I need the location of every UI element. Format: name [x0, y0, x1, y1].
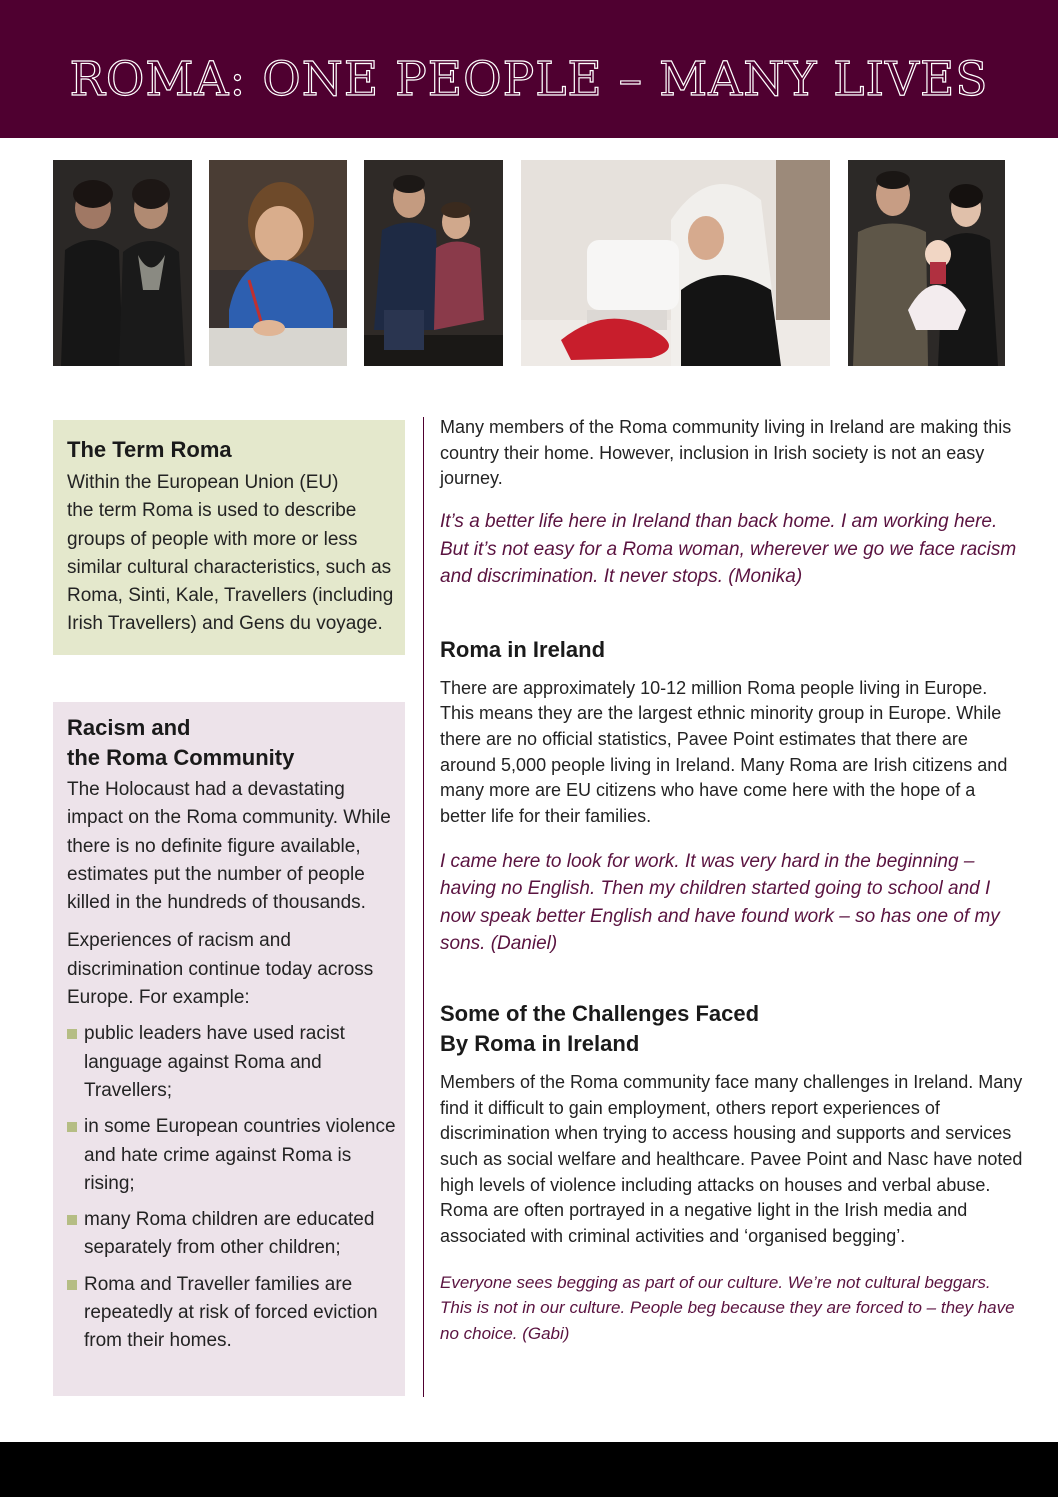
term-roma-text: Within the European Union (EU) the term Roma is used to describe groups of people with more or less similar cultural characteristics, such as Roma, Sinti, Kale, Travellers (including Irish Travellers) and Gens du voyage.	[67, 472, 394, 635]
term-roma-heading: The Term Roma	[67, 437, 232, 462]
list-item: public leaders have used racist language against Roma and Travellers;	[67, 1020, 397, 1105]
quote-gabi: Everyone sees begging as part of our culture. We’re not cultural beggars. This is not in our culture. People beg because they are forced to – they have no choice. (Gabi)	[440, 1272, 1015, 1343]
quote-monika: It’s a better life here in Ireland than back home. I am working here. But it’s not easy for a Roma woman, wherever we go we face racism and discrimination. It never stops. (Monika)	[440, 511, 1017, 588]
page-title: ROMA: ONE PEOPLE – MANY LIVES	[69, 52, 989, 107]
title-banner	[0, 0, 1058, 138]
challenges-heading: Some of the Challenges Faced By Roma in Ireland	[440, 1000, 760, 1056]
roma-in-ireland-heading: Roma in Ireland	[440, 636, 606, 662]
footer-bar	[0, 1442, 1058, 1497]
racism-paragraph-1: The Holocaust had a devastating impact on the Roma community. While there is no definite figure available, estimates put the number of people killed in the hundreds of thousands.	[67, 779, 391, 914]
column-divider	[423, 417, 424, 1397]
term-roma-box	[53, 420, 405, 655]
racism-paragraph-2: Experiences of racism and discrimination continue today across Europe. For example:	[67, 930, 374, 1009]
two-women-portrait	[53, 160, 192, 366]
list-item: many Roma children are educated separately from other children;	[67, 1206, 397, 1263]
racism-box	[53, 702, 405, 1396]
roma-in-ireland-text: There are approximately 10-12 million Roma people living in Europe. This means they are the largest ethnic minority group in Europe. While there are no official statistics, Pavee Point estimates that there are around 5,000 people living in Ireland. Many Roma are Irish citizens and many more are EU citizens who have come here with the hope of a better life for their families.	[440, 677, 1008, 827]
list-item: Roma and Traveller families are repeatedly at risk of forced eviction from their homes.	[67, 1271, 397, 1356]
main-column	[440, 415, 1025, 1346]
girl-writing-portrait	[209, 160, 347, 366]
family-with-baby-portrait	[848, 160, 1005, 366]
bullet-square-icon	[67, 1122, 77, 1132]
racism-heading: Racism and the Roma Community	[67, 715, 295, 770]
racism-examples-list	[67, 1020, 397, 1355]
bullet-square-icon	[67, 1029, 77, 1039]
quote-daniel: I came here to look for work. It was very hard in the beginning – having no English. Then my children started going to school and I now speak better English and have found work – so has one of my sons. (Daniel)	[440, 850, 1000, 955]
bullet-square-icon	[67, 1215, 77, 1225]
bullet-square-icon	[67, 1280, 77, 1290]
list-item: in some European countries violence and hate crime against Roma is rising;	[67, 1113, 397, 1198]
woman-sewing-portrait	[521, 160, 830, 366]
father-and-son-portrait	[364, 160, 503, 366]
intro-paragraph: Many members of the Roma community living in Ireland are making this country their home. However, inclusion in Irish society is not an easy journey.	[440, 417, 1012, 489]
challenges-text: Members of the Roma community face many challenges in Ireland. Many find it difficult to gain employment, others report experiences of discrimination when trying to access housing and supports and services such as social welfare and healthcare. Pavee Point and Nasc have noted high levels of violence including attacks on houses and verbal abuse. Roma are often portrayed in a negative light in the Irish media and associated with criminal activities and ‘organised begging’.	[440, 1071, 1023, 1247]
